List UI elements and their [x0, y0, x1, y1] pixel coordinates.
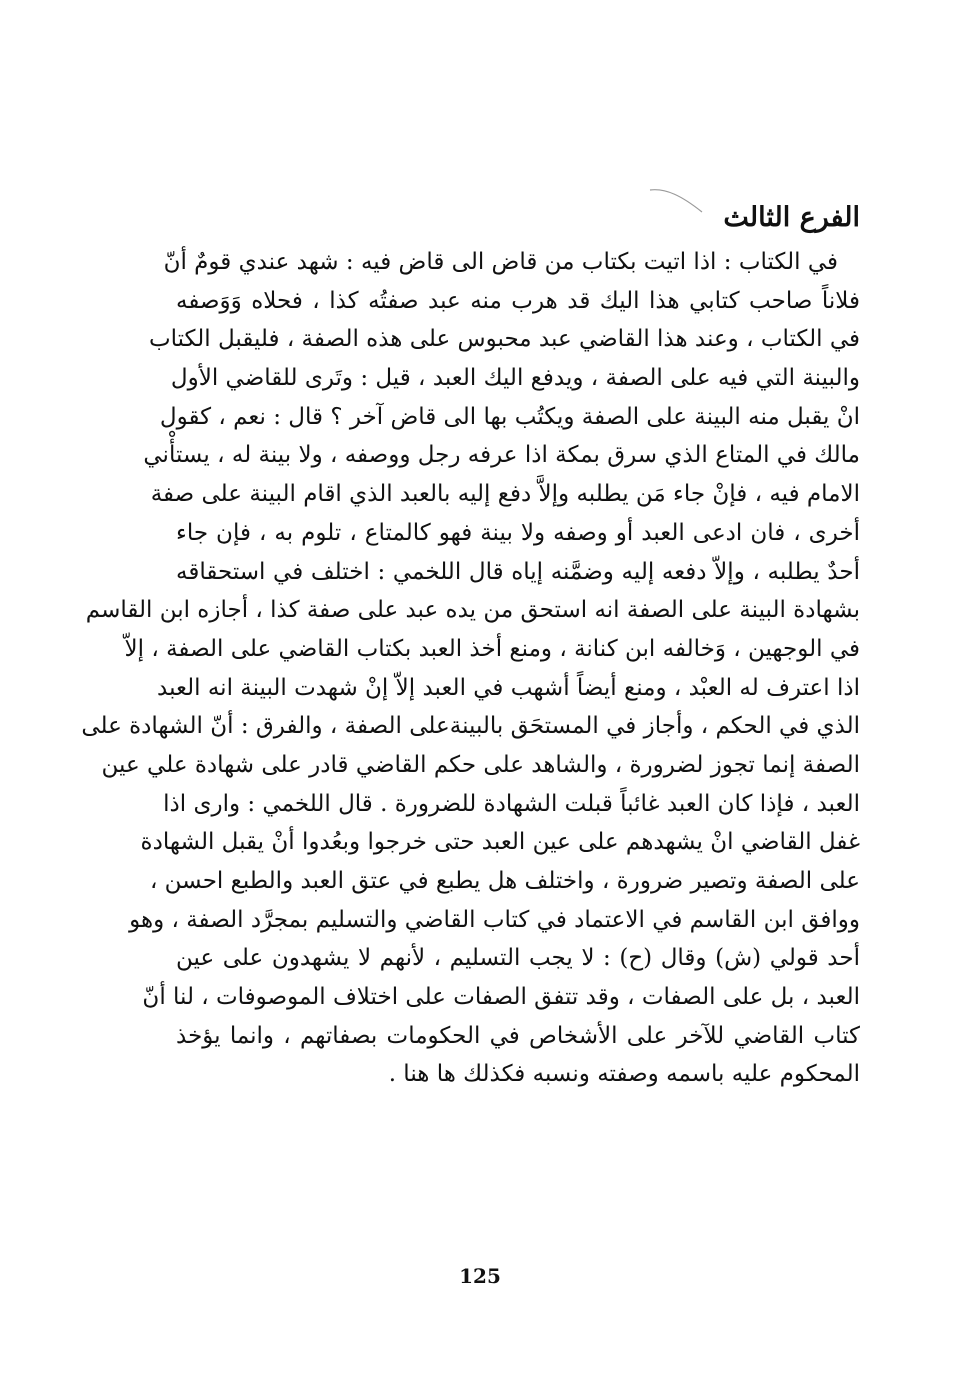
pen-stroke-mark	[648, 186, 704, 216]
text-line: مالك في المتاع الذي سرق بمكة اذا عرفه رجل ووصفه ، ولا بينة له ، يستأْني	[143, 442, 860, 469]
text-line: غفل القاضي انْ يشهدهم على عين العبد حتى خرجوا وبعُدوا أنْ يقبل الشهادة	[140, 829, 860, 856]
text-line: كتاب القاضي للآخر على الأشخاص في الحكومات بصفاتهم ، وانما يؤخذ	[176, 1022, 860, 1049]
text-line: الذي في الحكم ، وأجاز في المستحَق بالبينةعلى الصفة ، والفرق : أنّ الشهادة على	[81, 713, 860, 740]
text-line: الصفة إنما تجوز لضرورة ، والشاهد على حكم القاضي قادر على شهادة علي عين	[101, 751, 860, 778]
page-number: 125	[459, 1264, 501, 1288]
text-line: أخرى ، فان ادعى العبد أو وصفه ولا بينة فهو كالمتاع ، تلوم به ، فإن جاء	[176, 519, 860, 546]
text-line: أحدٌ يطلبه ، وإلاّ دفعه إليه وضمَّنه إياه قال اللخمي : اختلف في استحقاقه	[176, 558, 860, 585]
text-line: الامام فيه ، فإنْ جاء مَن يطلبه وإلاَّ دفع إليه بالعبد الذي اقام البينة على صفة	[150, 481, 860, 508]
text-line: أحد قولي (ش) وقال (ح) : لا يجب التسليم ، لأنهم لا يشهدون على عين	[176, 945, 860, 972]
text-line: انْ يقبل منه البينة على الصفة ويكتُب بها الى قاض آخر ؟ قال : نعم ، كقول	[159, 403, 860, 430]
text-line: في الكتاب : اذا اتيت بكتاب من قاض الى قاض فيه : شهد عندي قومٌ أنّ	[163, 249, 838, 275]
text-line: العبد ، فإذا كان العبد غائباً قبلت الشهادة للضرورة . قال اللخمي : وارى اذا	[163, 790, 860, 817]
text-line: العبد ، بل على الصفات ، وقد تتفق الصفات على اختلاف الموصوفات ، لنا أنّ	[142, 984, 860, 1011]
text-line: في الوجهين ، وَخالفه ابن كنانة ، ومنع أخذ العبد بكتاب القاضي على الصفة ، إلاّ	[124, 635, 860, 662]
text-line: بشهادة البينة على الصفة انه استحق من يده عبد على صفة كذا ، أجازه ابن القاسم	[85, 597, 860, 624]
body-text	[81, 243, 860, 1094]
text-line: المحكوم عليه باسمه وصفته ونسبه فكذلك ها هنا .	[388, 1061, 860, 1088]
section-heading: الفرع الثالث	[723, 202, 860, 233]
text-line: على الصفة وتصير ضرورة ، واختلف هل يطبع في عتق العبد والطبع احسن ،	[149, 868, 860, 894]
text-line: فلاناً صاحب كتابي هذا اليك قد هرب منه عبد صفتُه كذا ، فحلاه وَوَصفه	[176, 287, 860, 314]
text-line: ووافق ابن القاسم في الاعتماد في كتاب القاضي والتسليم بمجرَّد الصفة ، وهو	[129, 906, 860, 933]
text-line: والبينة التي فيه على الصفة ، ويدفع اليك العبد ، قيل : وتَرى للقاضي الأول	[170, 365, 860, 392]
text-line: اذا اعترف له العبْد ، ومنع أيضاً أشهب في العبد إلاّ إنْ شهدت البينة انه العبد	[157, 674, 860, 701]
text-line: في الكتاب ، وعند هذا القاضي عبد محبوس على هذه الصفة ، فليقبل الكتاب	[148, 326, 860, 353]
